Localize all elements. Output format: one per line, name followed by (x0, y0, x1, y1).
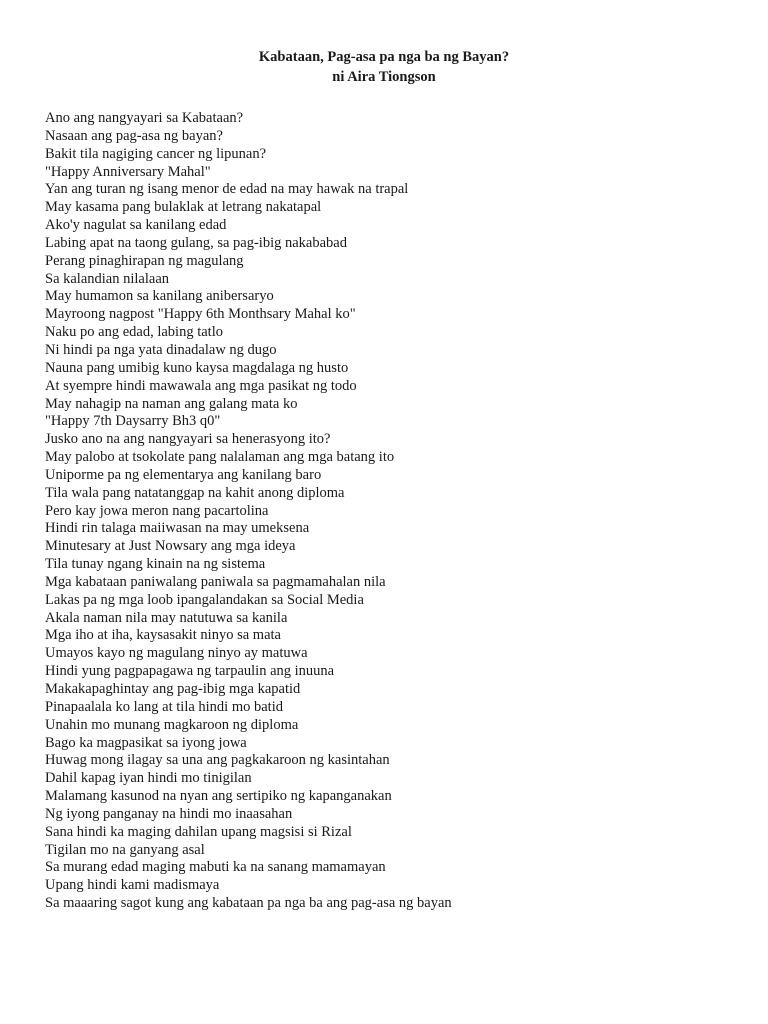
poem-line: Hindi yung pagpapagawa ng tarpaulin ang inuuna (45, 663, 335, 680)
poem-line: Akala naman nila may natutuwa sa kanila (45, 609, 288, 626)
poem-line: Jusko ano na ang nangyayari sa henerasyong ito? (45, 431, 331, 448)
poem-line: Ano ang nangyayari sa Kabataan? (45, 110, 244, 126)
poem-line: Nauna pang umibig kuno kaysa magdalaga ng husto (45, 359, 349, 376)
poem-line: Mga iho at iha, kaysasakit ninyo sa mata (45, 627, 281, 644)
poem-line: Uniporme pa ng elementarya ang kanilang baro (45, 466, 322, 483)
poem-line: Bakit tila nagiging cancer ng lipunan? (45, 145, 267, 162)
title-block (0, 47, 768, 87)
poem-line: Labing apat na taong gulang, sa pag-ibig nakababad (45, 234, 347, 251)
poem-line: Upang hindi kami madismaya (45, 877, 220, 894)
poem-line: Malamang kasunod na nyan ang sertipiko ng kapanganakan (45, 788, 392, 805)
poem-line: Yan ang turan ng isang menor de edad na may hawak na trapal (45, 181, 409, 198)
document-title: Kabataan, Pag-asa pa nga ba ng Bayan? (258, 49, 510, 65)
poem-line: May palobo at tsokolate pang nalalaman ang mga batang ito (45, 449, 395, 466)
poem-line: Makakapaghintay ang pag-ibig mga kapatid (45, 681, 301, 697)
poem-line: Umayos kayo ng magulang ninyo ay matuwa (45, 645, 308, 662)
poem-line: Tigilan mo na ganyang asal (45, 841, 205, 858)
poem-line: Sa kalandian nilalaan (45, 270, 170, 287)
poem-line: Pinapaalala ko lang at tila hindi mo batid (45, 698, 283, 715)
poem-line: May humamon sa kanilang anibersaryo (45, 288, 274, 305)
poem-line: Sa maaaring sagot kung ang kabataan pa nga ba ang pag-asa ng bayan (45, 895, 452, 912)
poem-line: Huwag mong ilagay sa una ang pagkakaroon ng kasintahan (45, 752, 390, 769)
poem-line: Tila wala pang natatanggap na kahit anong diploma (45, 484, 345, 501)
poem-line: Sa murang edad maging mabuti ka na sanang mamamayan (45, 859, 386, 876)
poem-line: Tila tunay ngang kinain na ng sistema (45, 556, 266, 573)
poem-body (45, 110, 745, 913)
poem-line: At syempre hindi mawawala ang mga pasikat ng todo (45, 377, 357, 394)
poem-line: May nahagip na naman ang galang mata ko (45, 395, 298, 412)
poem-line: Mga kabataan paniwalang paniwala sa pagmamahalan nila (45, 573, 386, 590)
poem-line: Unahin mo munang magkaroon ng diploma (45, 716, 299, 733)
poem-line: "Happy Anniversary Mahal" (45, 163, 211, 180)
poem-line: Ni hindi pa nga yata dinadalaw ng dugo (45, 341, 277, 358)
poem-line: Ng iyong panganay na hindi mo inaasahan (45, 805, 293, 822)
poem-line: Hindi rin talaga maiiwasan na may umeksena (45, 520, 310, 537)
poem-line: Pero kay jowa meron nang pacartolina (45, 502, 269, 519)
poem-line: Sana hindi ka maging dahilan upang magsisi si Rizal (45, 823, 352, 840)
poem-line: Perang pinaghirapan ng magulang (45, 252, 244, 269)
poem-line: "Happy 7th Daysarry Bh3 q0" (45, 413, 221, 430)
poem-line: May kasama pang bulaklak at letrang nakatapal (45, 199, 322, 216)
poem-line: Mayroong nagpost "Happy 6th Monthsary Mahal ko" (45, 306, 356, 323)
document-author: ni Aira Tiongson (332, 69, 436, 85)
poem-line: Minutesary at Just Nowsary ang mga ideya (45, 538, 296, 555)
poem-line: Ako'y nagulat sa kanilang edad (45, 217, 227, 234)
poem-line: Nasaan ang pag-asa ng bayan? (45, 127, 223, 144)
poem-line: Naku po ang edad, labing tatlo (45, 324, 223, 341)
poem-line: Dahil kapag iyan hindi mo tinigilan (45, 770, 252, 787)
poem-line: Bago ka magpasikat sa iyong jowa (45, 734, 247, 751)
poem-line: Lakas pa ng mga loob ipangalandakan sa Social Media (45, 591, 364, 608)
